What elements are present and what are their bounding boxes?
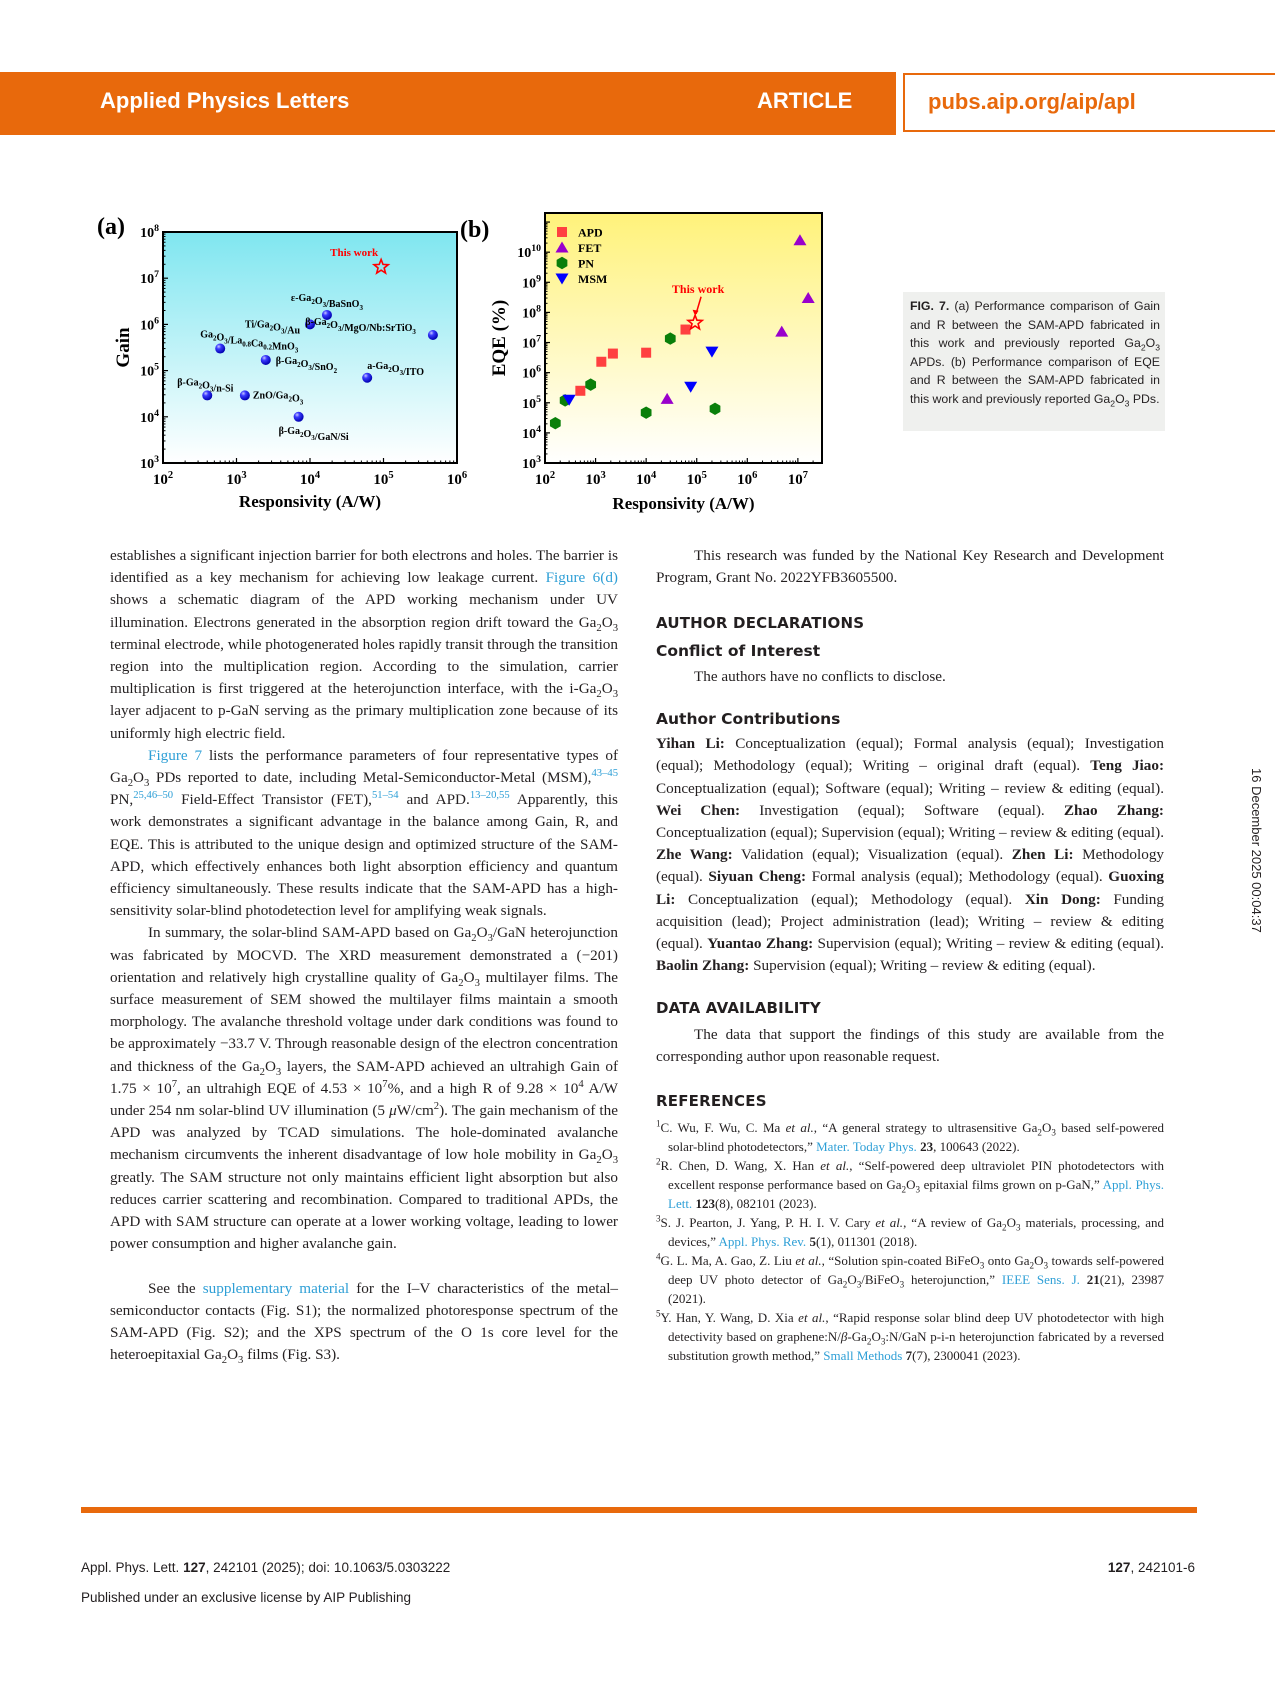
paragraph-figure7: Figure 7 lists the performance parameters of four representative types of $Ga_2O_3$ PDs reported to date, including Metal-Semiconductor-Metal (MSM),$^{43-45}$ PN,$^{25,46-50}$ Field-Effect Transistor (FET),$^{51-54}$ and APD.$^{13-20,55}$ Apparently, this work demonstrates a significant advantage in the balance among Gain, R, and EQE. This is attributed to the unique design and optimized structure of the SAM-APD, which effectively enhances both light absorption efficiency and quantum efficiency simultaneously. These results indicate that the SAM-APD has a high-sensitivity solar-blind photodetection level for amplifying weak signals. [110,746,619,920]
contributions-text: Yihan Li: Conceptualization (equal); Formal analysis (equal); Investigation (equal); Methodology (equal); Writing – original draft (equal). Teng Jiao: Conceptualization (equal); Software (equal); Writing – review & editing (equal). Wei Chen: Investigation (equal); Software (equal). Zhao Zhang: Conceptualization (equal); Supervision (equal); Writing – review & editing (equal). Zhe Wang: Validation (equal); Visualization (equal). Zhen Li: Methodology (equal). Siyuan Cheng: Formal analysis (equal); Methodology (equal). Guoxing Li: Conceptualization (equal); Methodology (equal). Xin Dong: Funding acquisition (lead); Project administration (lead); Writing – review & editing (equal). Yuantao Zhang: Supervision (equal); Writing – review & editing (equal). Baolin Zhang: Supervision (equal); Writing – review & editing (equal). [656,735,1165,975]
data-availability-heading: DATA AVAILABILITY [656,999,821,1018]
y-tick-label: $10^7$ [140,269,159,288]
y-tick-label: $10^9$ [522,273,541,292]
footer-page-number: 127, 242101-6 [1107,1560,1195,1575]
y-tick-label: $10^{10}$ [517,243,541,262]
legend-label: FET [578,241,602,255]
data-point [294,412,304,422]
point-label: $\beta-Ga_2O_3/SnO_2$ [275,355,338,375]
reference-item: $^1$C. Wu, F. Wu, C. Ma et al., “A general strategy to ultrasensitive $Ga_2O_3$ based self-powered solar-blind photodetectors,” Mater. Today Phys. 23, 100643 (2022). [656,1118,1164,1155]
y-tick-label: $10^5$ [522,393,541,412]
y-tick-label: $10^3$ [522,454,541,472]
data-point-apd [641,348,651,358]
x-tick-label: $10^2$ [534,470,556,488]
reference-item: $^5$Y. Han, Y. Wang, D. Xia et al., “Rapid response solar blind deep UV photodetector with high detectivity based on $graphene:N/\beta-Ga_2O_3:N$/GaN p-i-n heterojunction fabricated by a reversed substitution growth method,” Small Methods 7(7), 2300041 (2023). [656,1308,1164,1364]
data-point-apd [575,386,585,396]
x-axis-label: Responsivity (A/W) [238,492,382,511]
journal-url-link[interactable]: pubs.aip.org/aip/apl [928,89,1136,114]
caption-text: (a) Performance comparison of Gain and R between the SAM-APD fabricated in this work and previously reported $Ga_2O_3$ APDs. (b) Performance comparison of EQE and R between the SAM-APD fabricated in this work and previously reported $Ga_2O_3$ PDs. [910,299,1160,408]
article-type-label: ARTICLE [757,88,853,113]
journal-title: Applied Physics Letters [100,88,350,113]
x-axis-label: Responsivity (A/W) [612,494,755,513]
point-label: $\beta-Ga_2O_3/GaN/Si$ [278,425,349,443]
funding-text: This research was funded by the National Key Research and Development Program, Grant No. 2022YFB3605500. [656,547,1164,587]
point-label: $\beta-Ga_2O_3/MgO/Nb:SrTiO_3$ [305,316,416,336]
reference-item: $^2$R. Chen, D. Wang, X. Han et al., “Self-powered deep ultraviolet PIN photodetectors with excellent response performance based on $Ga_2O_3$ epitaxial films grown on p-GaN,” Appl. Phys. Lett. 123(8), 082101 (2023). [656,1156,1165,1212]
legend-label: APD [578,225,603,240]
panel-label-b: (b) [460,217,490,243]
footer-rule [81,1507,1197,1513]
y-tick-label: $10^8$ [522,303,541,322]
x-tick-label: $10^3$ [585,470,606,488]
data-point-apd [681,325,691,335]
point-label: This work [330,246,379,259]
y-axis-label: EQE (%) [489,299,510,377]
download-timestamp: 16 December 2025 00:04:37 [1249,768,1264,933]
y-tick-label: $10^6$ [140,315,159,334]
legend-label: MSM [578,272,608,286]
x-tick-label: $10^4$ [299,470,321,488]
data-point-apd [608,349,618,359]
x-tick-label: $10^6$ [446,470,468,488]
panel-label-a: (a) [97,214,125,240]
reference-item: $^4$G. L. Ma, A. Gao, Z. Liu et al., “Solution spin-coated BiFeO$_3$ onto $Ga_2O_3$ towards self-powered deep UV photo detector of $Ga_2O_3/BiFeO_3$ heterojunction,” IEEE Sens. J. 21(21), 23987 (2021). [656,1251,1165,1307]
y-tick-label: $10^3$ [140,454,159,472]
references-heading: REFERENCES [656,1092,767,1111]
reference-item: $^3$S. J. Pearton, J. Yang, P. H. I. V. Cary et al., “A review of $Ga_2O_3$ materials, processing, and devices,” Appl. Phys. Rev. 5(1), 011301 (2018). [656,1213,1164,1250]
x-tick-label: $10^5$ [373,470,394,488]
legend-label: PN [578,256,594,271]
right-column [656,545,1164,1365]
y-tick-label: $10^8$ [140,223,159,241]
point-label: $Ga_2O_3/La_{0.8}Ca_{0.2}MnO_3$ [200,329,299,355]
x-tick-label: $10^2$ [152,470,174,488]
y-tick-label: $10^6$ [522,363,541,382]
figure-caption [903,292,1165,431]
data-point [261,355,271,365]
data-point [428,330,438,340]
point-label: $Ti/Ga_2O_3/Au$ [244,319,300,337]
footer-citation: Appl. Phys. Lett. 127, 242101 (2025); doi: 10.1063/5.0303222 [81,1560,451,1575]
data-availability-text: The data that support the findings of this study are available from the corresponding author upon reasonable request. [656,1025,1164,1065]
paragraph-barrier: establishes a significant injection barrier for both electrons and holes. The barrier is identified as a key mechanism for achieving low leakage current. Figure 6(d) shows a schematic diagram of the APD working mechanism under UV illumination. Electrons generated in the absorption region drift toward the $Ga_2O_3$ terminal electrode, while photogenerated holes rapidly transit through the transition region into the multiplication region. According to the simulation, carrier multiplication is first triggered at the heterojunction interface, with the $i-Ga_2O_3$ layer adjacent to p-GaN serving as the primary multiplication zone because of its uniformly high electric field. [110,547,618,742]
y-tick-label: $10^4$ [140,407,159,426]
author-declarations-heading: AUTHOR DECLARATIONS [656,614,865,633]
references-list [656,1118,1164,1365]
chart-eqe-vs-responsivity [460,205,835,515]
point-label: ZnO/$Ga_2O_3$ [252,390,304,407]
x-tick-label: $10^5$ [686,470,707,488]
x-tick-label: $10^4$ [636,470,657,488]
this-work-annotation: This work [671,281,725,296]
x-tick-label: $10^7$ [787,470,808,488]
y-axis-label: Gain [113,327,134,368]
x-tick-label: $10^3$ [226,470,247,488]
y-tick-label: $10^7$ [522,333,541,352]
contributions-heading: Author Contributions [656,710,841,729]
chart-gain-vs-responsivity [95,205,475,511]
conflict-text: The authors have no conflicts to disclose. [694,667,946,685]
paragraph-summary: In summary, the solar-blind SAM-APD based on $Ga_2O_3$/GaN heterojunction was fabricated by MOCVD. The XRD measurement demonstrated a (−201) orientation and relatively high crystalline quality of $Ga_2O_3$ multilayer films. The surface measurement of SEM showed the multilayer films maintain a smooth morphology. The avalanche threshold voltage under dark conditions was found to be approximately −33.7 V. Through reasonable design of the electron concentration and thickness of the $Ga_2O_3$ layers, the SAM-APD achieved an ultrahigh Gain of $1.75 \times 10^7$, an ultrahigh EQE of $4.53 \times 10^7\%$, and a high R of $9.28 \times 10^4$ A/W under 254 nm solar-blind UV illumination (5 $\mu W/cm^2$). The gain mechanism of the APD was analyzed by TCAD simulations. The hole-dominated avalanche mechanism circumvents the inherent disadvantage of low hole mobility in $Ga_2O_3$ greatly. The SAM structure not only maintains efficient light absorption but also reduces carrier scattering and recombination. Compared to traditional APDs, the APD with SAM structure can operate at a lower working voltage, leading to lower power consumption and higher avalanche gain. [110,924,618,1253]
x-tick-label: $10^6$ [737,470,758,488]
point-label: $\varepsilon-Ga_2O_3/BaSnO_3$ [290,292,363,312]
data-point [240,390,250,400]
legend-marker-apd [557,227,567,237]
y-tick-label: $10^4$ [522,423,541,442]
data-point [362,373,372,383]
caption-label: FIG. 7. [910,299,950,313]
point-label: $\beta-Ga_2O_3/n-Si$ [177,377,234,395]
conflict-heading: Conflict of Interest [656,641,821,660]
y-tick-label: $10^5$ [140,361,159,380]
data-point-apd [596,357,606,367]
footer-publisher: Published under an exclusive license by AIP Publishing [81,1590,411,1605]
point-label: $a-Ga_2O_3$/ITO [367,360,425,378]
paragraph-supplementary: See the supplementary material for the I–V characteristics of the metal–semiconductor contacts (Fig. S1); the normalized photoresponse spectrum of the SAM-APD (Fig. S2); and the XPS spectrum of the O 1s core level for the heteroepitaxial $Ga_2O_3$ films (Fig. S3). [110,1279,619,1367]
left-column [110,545,618,1366]
